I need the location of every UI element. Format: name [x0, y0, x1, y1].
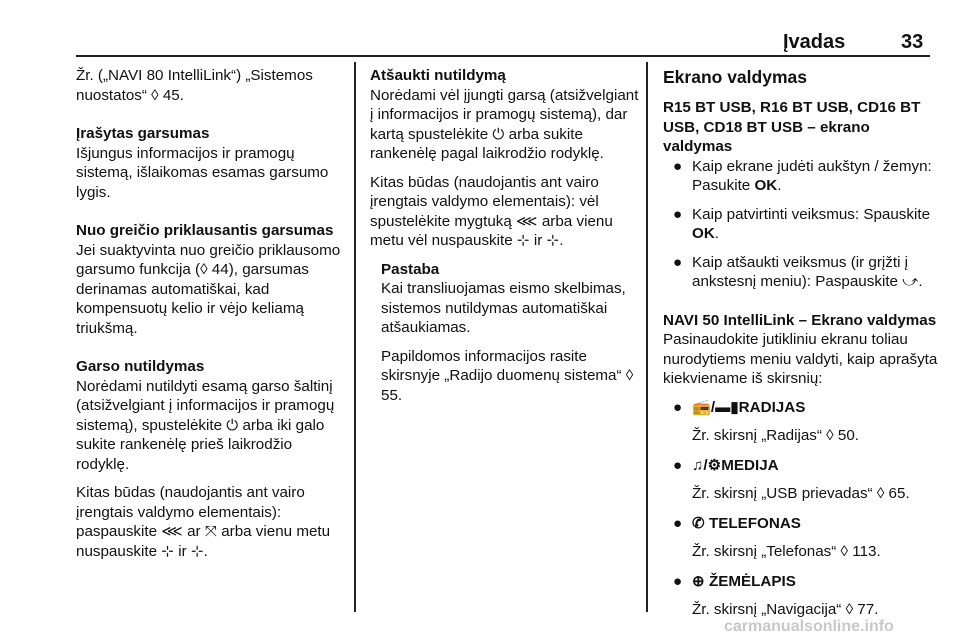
list-item: ● Kaip atšaukti veiksmus (ir grįžti į ankstesnį meniu): Paspauskite ⤻.: [673, 253, 923, 290]
menu-list: [663, 398, 938, 620]
section-title: Įvadas: [783, 31, 846, 53]
paragraph-navi50: Pasinaudokite jutikliniu ekranu toliau nurodytiems meniu valdyti, kaip aprašyta kiekviename iš skirsnių:: [663, 331, 938, 387]
menu-item-phone: ● ✆ TELEFONAS: [673, 514, 801, 532]
column-middle: [370, 66, 640, 414]
note-paragraph-2: Papildomos informacijos rasite skirsnyje „Radijo duomenų sistema“ ◊ 55.: [381, 347, 634, 404]
heading-models-screen-control: R15 BT USB, R16 BT USB, CD16 BT USB, CD18 BT USB – ekrano valdymas: [663, 99, 921, 155]
list-item: ● Kaip ekrane judėti aukštyn / žemyn: Pasukite OK.: [673, 157, 932, 194]
page-number: 33: [901, 31, 924, 53]
screen-control-list: [663, 157, 938, 292]
menu-item-radio: ● 📻/▬▮RADIJAS: [673, 398, 806, 416]
heading-speed-volume: Nuo greičio priklausantis garsumas: [76, 222, 334, 239]
note-title: Pastaba: [381, 260, 440, 278]
header-divider: [76, 55, 930, 57]
menu-ref-radio: Žr. skirsnį „Radijas“ ◊ 50.: [692, 427, 860, 444]
note-paragraph-1: Kai transliuojamas eismo skelbimas, sistemos nutildymas automatiškai atšaukiamas.: [381, 280, 626, 336]
heading-recorded-volume: Įrašytas garsumas: [76, 125, 210, 142]
menu-ref-map: Žr. skirsnį „Navigacija“ ◊ 77.: [692, 601, 879, 618]
menu-ref-media: Žr. skirsnį „USB prievadas“ ◊ 65.: [692, 485, 910, 502]
heading-unmute: Atšaukti nutildymą: [370, 67, 506, 84]
menu-item-map: ● ⊕ ŽEMĖLAPIS: [673, 572, 796, 590]
paragraph-mute-2: Kitas būdas (naudojantis ant vairo įrengtais valdymo elementais): paspauskite ⋘ ar ⤧ arba vienu metu nuspauskite ⊹ ir ⊹.: [76, 484, 331, 560]
heading-mute: Garso nutildymas: [76, 358, 205, 375]
paragraph-mute-1: Norėdami nutildyti esamą garso šaltinį (atsižvelgiant į informacijos ir pramogų sistemą), spustelėkite ⏻ arba iki galo sukite rankenėlę prieš laikrodžio rodyklę.: [76, 377, 335, 473]
column-divider-1: [354, 62, 356, 612]
paragraph-system-settings-ref: Žr. („NAVI 80 IntelliLink“) „Sistemos nuostatos“ ◊ 45.: [76, 67, 313, 104]
watermark: carmanualsonline.info: [724, 618, 894, 635]
heading-navi50-screen-control: NAVI 50 IntelliLink – Ekrano valdymas: [663, 311, 937, 329]
list-item: ● Kaip patvirtinti veiksmus: Spauskite OK.: [673, 205, 931, 242]
paragraph-recorded-volume: Išjungus informacijos ir pramogų sistemą, išlaikomas esamas garsumo lygis.: [76, 144, 329, 201]
menu-item-media: ● ♫/⚙MEDIJA: [673, 456, 779, 474]
paragraph-unmute-1: Norėdami vėl įjungti garsą (atsižvelgiant į informacijos ir pramogų sistemą), dar kartą spustelėkite ⏻ arba sukite rankenėlę pagal laikrodžio rodyklę.: [370, 86, 639, 162]
menu-ref-phone: Žr. skirsnį „Telefonas“ ◊ 113.: [692, 543, 881, 560]
paragraph-unmute-2: Kitas būdas (naudojantis ant vairo įrengtais valdymo elementais): vėl spustelėkite mygtuką ⋘ arba vienu metu vėl nuspauskite ⊹ ir ⊹.: [370, 173, 613, 249]
note-box: [381, 260, 640, 406]
column-divider-2: [646, 62, 648, 612]
column-right: [663, 66, 938, 630]
column-left: [76, 66, 348, 570]
paragraph-speed-volume: Jei suaktyvinta nuo greičio priklausomo garsumo funkcija (◊ 44), garsumas derinamas automatiškai, kad kompensuotų kelio ir vėjo keliamą triukšmą.: [76, 241, 341, 337]
heading-screen-control: Ekrano valdymas: [663, 67, 807, 87]
page-header: [0, 0, 960, 58]
